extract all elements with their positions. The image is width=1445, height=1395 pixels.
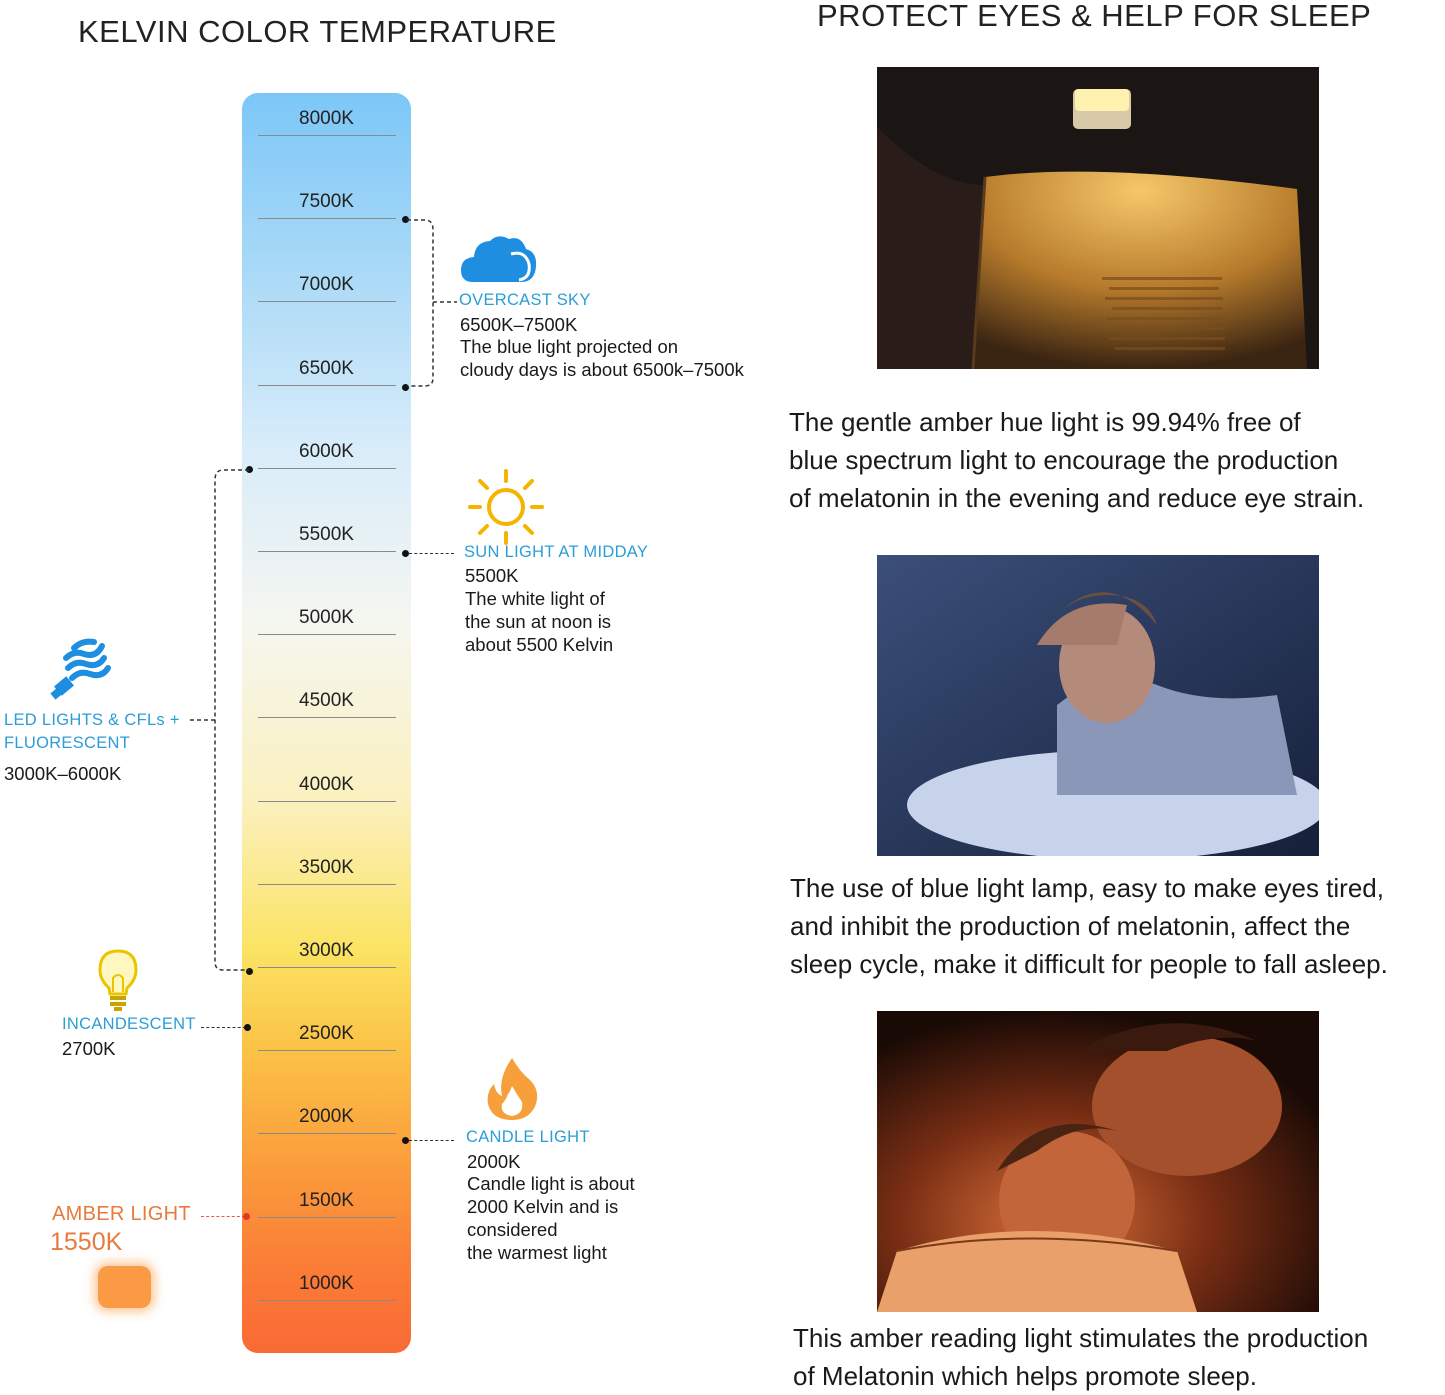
scale-tick-line [258,551,396,552]
scale-tick-label: 8000K [299,108,354,129]
incandescent-value: 2700K [62,1038,116,1059]
kelvin-scale-bar [242,93,411,1353]
scale-tick-line [258,1133,396,1134]
scale-tick-line [258,634,396,635]
connector-dot [244,1024,251,1031]
overcast-bracket [405,218,465,390]
amber-category: AMBER LIGHT [52,1203,191,1225]
scale-tick-line [258,218,396,219]
connector-line [201,1216,245,1217]
lightbulb-icon [96,948,140,1012]
sleepless-woman-photo [877,555,1319,856]
scale-tick-label: 6000K [299,440,354,462]
scale-tick-line [258,801,396,802]
overcast-category: OVERCAST SKY [459,291,591,309]
connector-dot [402,550,409,557]
caption-second: The use of blue light lamp, easy to make eyes tired, and inhibit the production of melatonin, affect the sleep cycle, make it difficult for people to fall asleep. [790,873,1388,979]
caption-third: This amber reading light stimulates the production of Melatonin which helps promote sleep. [793,1323,1369,1391]
sun-description: The white light of the sun at noon is about 5500 Kelvin [465,588,614,655]
scale-tick-label: 6500K [299,357,354,379]
incandescent-category: INCANDESCENT [62,1015,196,1033]
candle-value: 2000K [467,1151,521,1172]
flame-icon [484,1056,540,1122]
scale-tick-line [258,135,396,136]
scale-tick-line [258,1050,396,1051]
scale-tick-label: 4000K [299,773,354,795]
scale-tick-label: 7500K [299,191,354,213]
amber-value: 1550K [50,1228,123,1256]
scale-tick-line [258,301,396,302]
scale-tick-label: 5500K [299,524,354,545]
scale-tick-label: 7000K [299,274,354,296]
connector-line [409,553,454,554]
cfl-bulb-icon [50,634,116,702]
candle-description: Candle light is about 2000 Kelvin and is considered the warmest light [467,1173,635,1263]
cloud-icon [459,232,539,286]
led-category-line2: FLUORESCENT [4,734,131,752]
left-title: KELVIN COLOR TEMPERATURE [78,14,557,49]
scale-tick-label: 4500K [299,690,354,712]
candle-category: CANDLE LIGHT [466,1128,590,1146]
scale-tick-line [258,717,396,718]
connector-dot [243,1213,250,1220]
scale-tick-line [258,884,396,885]
scale-tick-label: 3000K [299,940,354,961]
sun-icon [468,469,544,545]
right-title: PROTECT EYES & HELP FOR SLEEP [817,0,1372,33]
scale-tick-label: 1500K [299,1189,354,1211]
led-bracket [185,468,251,974]
scale-tick-line [258,1300,396,1301]
scale-tick-label: 5000K [299,607,354,629]
scale-tick-label: 3500K [299,856,354,878]
scale-tick-line [258,1217,396,1218]
caption-first: The gentle amber hue light is 99.94% free of blue spectrum light to encourage the production of melatonin in the evening and reduce eye strain. [789,407,1365,513]
amber-swatch [98,1266,151,1308]
scale-tick-label: 1000K [299,1272,354,1294]
connector-line [409,1140,454,1141]
book-light-photo [877,67,1319,369]
scale-tick-line [258,468,396,469]
overcast-description: The blue light projected on cloudy days is about 6500k–7500k [460,336,744,380]
scale-tick-label: 2500K [299,1023,354,1045]
connector-dot [402,1137,409,1144]
scale-tick-label: 2000K [299,1106,354,1128]
sun-category: SUN LIGHT AT MIDDAY [464,543,649,561]
scale-tick-line [258,385,396,386]
sun-value: 5500K [465,565,519,586]
connector-line [201,1027,246,1028]
led-category-line1: LED LIGHTS & CFLs + [4,711,180,729]
led-value: 3000K–6000K [4,763,122,784]
scale-tick-line [258,967,396,968]
father-son-reading-photo [877,1011,1319,1312]
overcast-value: 6500K–7500K [460,314,578,335]
